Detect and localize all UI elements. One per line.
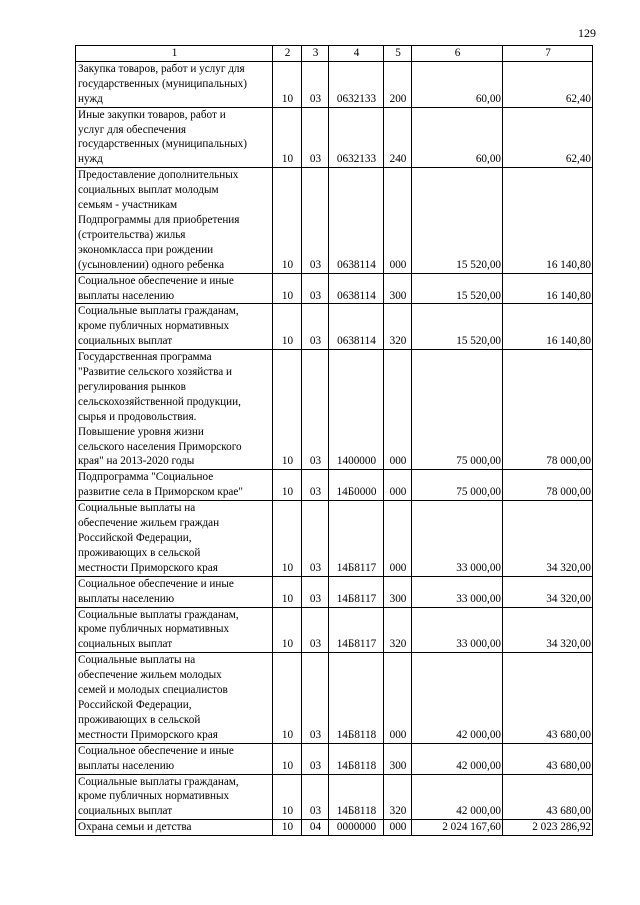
amount-column-6: 42 000,00 (412, 743, 503, 774)
target-article-code: 14Б8118 (329, 743, 384, 774)
subsection-code: 04 (302, 820, 329, 836)
item-name: Социальные выплаты гражданам, кроме публичных нормативных социальных выплат (76, 607, 273, 653)
amount-column-7: 62,40 (503, 61, 593, 107)
target-article-code: 14Б8117 (329, 501, 384, 577)
section-code: 10 (273, 350, 302, 470)
table-row (76, 820, 593, 836)
column-header: 3 (302, 46, 329, 62)
subsection-code: 03 (302, 653, 329, 743)
table-row (76, 743, 593, 774)
expense-type-code: 300 (384, 576, 412, 607)
page-number: 129 (578, 26, 596, 40)
item-name: Закупка товаров, работ и услуг для государственных (муниципальных) нужд (76, 61, 273, 107)
subsection-code: 03 (302, 470, 329, 501)
amount-column-7: 43 680,00 (503, 774, 593, 820)
table-row (76, 61, 593, 107)
item-name: Охрана семьи и детства (76, 820, 273, 836)
column-header: 7 (503, 46, 593, 62)
expense-type-code: 000 (384, 350, 412, 470)
item-name: Социальные выплаты гражданам, кроме публичных нормативных социальных выплат (76, 304, 273, 350)
column-header: 2 (273, 46, 302, 62)
amount-column-6: 33 000,00 (412, 576, 503, 607)
expense-type-code: 320 (384, 774, 412, 820)
subsection-code: 03 (302, 168, 329, 273)
table-row (76, 501, 593, 577)
section-code: 10 (273, 653, 302, 743)
section-code: 10 (273, 607, 302, 653)
subsection-code: 03 (302, 501, 329, 577)
expense-type-code: 000 (384, 168, 412, 273)
expense-type-code: 320 (384, 304, 412, 350)
table-row (76, 273, 593, 304)
subsection-code: 03 (302, 576, 329, 607)
expense-type-code: 240 (384, 107, 412, 168)
item-name: Социальное обеспечение и иные выплаты населению (76, 273, 273, 304)
subsection-code: 03 (302, 350, 329, 470)
target-article-code: 0638114 (329, 273, 384, 304)
item-name: Социальные выплаты гражданам, кроме публичных нормативных социальных выплат (76, 774, 273, 820)
table-row (76, 107, 593, 168)
subsection-code: 03 (302, 607, 329, 653)
expense-type-code: 200 (384, 61, 412, 107)
amount-column-6: 60,00 (412, 61, 503, 107)
budget-table (75, 45, 593, 836)
target-article-code: 0638114 (329, 168, 384, 273)
item-name: Социальное обеспечение и иные выплаты населению (76, 743, 273, 774)
expense-type-code: 320 (384, 607, 412, 653)
expense-type-code: 300 (384, 273, 412, 304)
table-row (76, 168, 593, 273)
amount-column-7: 34 320,00 (503, 501, 593, 577)
target-article-code: 0632133 (329, 61, 384, 107)
table-row (76, 653, 593, 743)
expense-type-code: 000 (384, 820, 412, 836)
amount-column-7: 78 000,00 (503, 470, 593, 501)
amount-column-6: 42 000,00 (412, 653, 503, 743)
target-article-code: 14Б8117 (329, 576, 384, 607)
amount-column-7: 34 320,00 (503, 576, 593, 607)
amount-column-6: 75 000,00 (412, 470, 503, 501)
section-code: 10 (273, 470, 302, 501)
column-header: 5 (384, 46, 412, 62)
subsection-code: 03 (302, 107, 329, 168)
section-code: 10 (273, 107, 302, 168)
amount-column-6: 15 520,00 (412, 168, 503, 273)
amount-column-6: 33 000,00 (412, 607, 503, 653)
amount-column-7: 34 320,00 (503, 607, 593, 653)
subsection-code: 03 (302, 743, 329, 774)
table-row (76, 774, 593, 820)
expense-type-code: 300 (384, 743, 412, 774)
expense-type-code: 000 (384, 653, 412, 743)
amount-column-6: 33 000,00 (412, 501, 503, 577)
subsection-code: 03 (302, 273, 329, 304)
subsection-code: 03 (302, 774, 329, 820)
amount-column-7: 43 680,00 (503, 743, 593, 774)
amount-column-6: 42 000,00 (412, 774, 503, 820)
column-header: 6 (412, 46, 503, 62)
section-code: 10 (273, 304, 302, 350)
section-code: 10 (273, 168, 302, 273)
table-row (76, 304, 593, 350)
target-article-code: 14Б8118 (329, 653, 384, 743)
item-name: Иные закупки товаров, работ и услуг для обеспечения государственных (муниципальных) нужд (76, 107, 273, 168)
amount-column-7: 16 140,80 (503, 304, 593, 350)
table-row (76, 607, 593, 653)
expense-type-code: 000 (384, 501, 412, 577)
table-row (76, 470, 593, 501)
amount-column-7: 16 140,80 (503, 273, 593, 304)
amount-column-7: 2 023 286,92 (503, 820, 593, 836)
target-article-code: 0000000 (329, 820, 384, 836)
table-body (76, 61, 593, 835)
item-name: Социальные выплаты на обеспечение жильем молодых семей и молодых специалистов Российской Федерации, проживающих в сельской местности Приморского края (76, 653, 273, 743)
item-name: Предоставление дополнительных социальных выплат молодым семьям - участникам Подпрограммы для приобретения (строительства) жилья экономкласса при рождении (усыновлении) одного ребенка (76, 168, 273, 273)
section-code: 10 (273, 820, 302, 836)
amount-column-6: 15 520,00 (412, 304, 503, 350)
section-code: 10 (273, 273, 302, 304)
target-article-code: 1400000 (329, 350, 384, 470)
column-header: 4 (329, 46, 384, 62)
target-article-code: 14Б8117 (329, 607, 384, 653)
amount-column-7: 16 140,80 (503, 168, 593, 273)
amount-column-6: 60,00 (412, 107, 503, 168)
section-code: 10 (273, 743, 302, 774)
column-header: 1 (76, 46, 273, 62)
section-code: 10 (273, 61, 302, 107)
table-row (76, 350, 593, 470)
expense-type-code: 000 (384, 470, 412, 501)
table-row (76, 576, 593, 607)
item-name: Подпрограмма "Социальное развитие села в Приморском крае" (76, 470, 273, 501)
item-name: Социальное обеспечение и иные выплаты населению (76, 576, 273, 607)
item-name: Социальные выплаты на обеспечение жильем граждан Российской Федерации, проживающих в сельской местности Приморского края (76, 501, 273, 577)
section-code: 10 (273, 501, 302, 577)
amount-column-7: 62,40 (503, 107, 593, 168)
amount-column-6: 2 024 167,60 (412, 820, 503, 836)
section-code: 10 (273, 576, 302, 607)
subsection-code: 03 (302, 61, 329, 107)
amount-column-6: 15 520,00 (412, 273, 503, 304)
section-code: 10 (273, 774, 302, 820)
target-article-code: 14Б8118 (329, 774, 384, 820)
column-header-row (76, 46, 593, 62)
item-name: Государственная программа "Развитие сельского хозяйства и регулирования рынков сельскохозяйственной продукции, сырья и продовольствия. Повышение уровня жизни сельского населения Приморского края" на 2013-2020 годы (76, 350, 273, 470)
amount-column-7: 43 680,00 (503, 653, 593, 743)
target-article-code: 0638114 (329, 304, 384, 350)
amount-column-7: 78 000,00 (503, 350, 593, 470)
subsection-code: 03 (302, 304, 329, 350)
target-article-code: 0632133 (329, 107, 384, 168)
amount-column-6: 75 000,00 (412, 350, 503, 470)
target-article-code: 14Б0000 (329, 470, 384, 501)
